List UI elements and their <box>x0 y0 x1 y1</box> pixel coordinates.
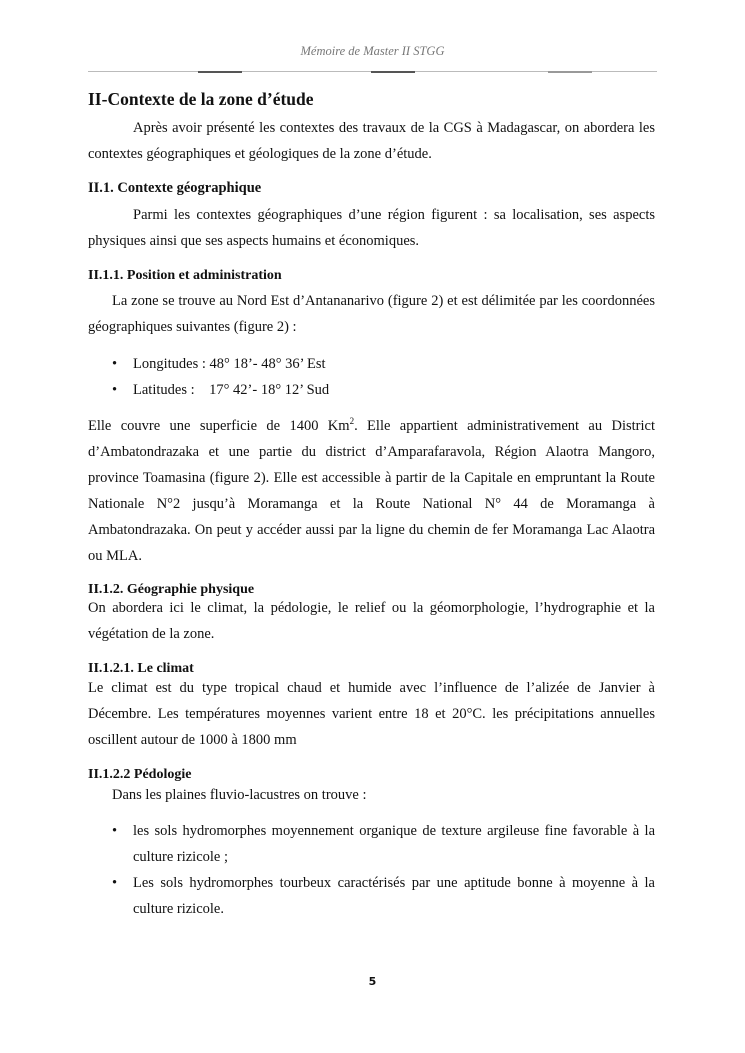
paragraph-line: oscillent autour de 1000 à 1800 mm <box>88 732 297 748</box>
paragraph-line: Parmi les contextes géographiques d’une région figurent : sa localisation, ses aspects <box>133 207 655 223</box>
paragraph-line: Après avoir présenté les contextes des travaux de la CGS à Madagascar, on abordera les <box>133 120 655 136</box>
bullet-icon: • <box>112 382 118 398</box>
paragraph-line: On abordera ici le climat, la pédologie, le relief ou la géomorphologie, l’hydrographie et la <box>88 600 655 616</box>
list-item-line: culture rizicole ; <box>133 849 229 865</box>
text: Elle couvre une superficie de 1400 Km <box>88 418 350 434</box>
paragraph-line <box>88 417 655 435</box>
paragraph-line: ou MLA. <box>88 548 142 564</box>
subsection-heading: II.1.1. Position et administration <box>88 268 282 283</box>
header-rule <box>88 71 657 72</box>
list-item: Latitudes : 17° 42’- 18° 12’ Sud <box>133 382 330 398</box>
paragraph-line: Le climat est du type tropical chaud et humide avec l’influence de l’alizée de Janvier à <box>88 680 655 696</box>
paragraph-line: géographiques suivantes (figure 2) : <box>88 319 297 335</box>
paragraph-line: Ambatondrazaka. On peut y accéder aussi par la ligne du chemin de fer Moramanga Lac Alaotra <box>88 522 655 538</box>
bullet-icon: • <box>112 875 118 891</box>
page-number: 5 <box>368 975 377 988</box>
superscript: 2 <box>349 416 355 427</box>
paragraph-line: Nationale N°2 jusqu’à Moramanga et la Route National N° 44 de Moramanga à <box>88 496 655 512</box>
paragraph-line: physiques ainsi que ses aspects humains et économiques. <box>88 233 420 249</box>
list-item-line: Les sols hydromorphes tourbeux caractérisés par une aptitude bonne à moyenne à la <box>133 875 655 891</box>
bullet-icon: • <box>112 356 118 372</box>
paragraph-line: province Toamasina (figure 2). Elle est accessible à partir de la Capitale en empruntant la Route <box>88 470 655 486</box>
paragraph-line: d’Ambatondrazaka et une partie du district d’Amparafaravola, Région Alaotra Mangoro, <box>88 444 655 460</box>
paragraph-line: Dans les plaines fluvio-lacustres on trouve : <box>112 787 367 803</box>
subsection-heading: II.1.2.2 Pédologie <box>88 767 192 782</box>
paragraph-line: végétation de la zone. <box>88 626 215 642</box>
bullet-icon: • <box>112 823 118 839</box>
paragraph-line: Décembre. Les températures moyennes varient entre 18 et 20°C. les précipitations annuelles <box>88 706 655 722</box>
paragraph-line: contextes géographiques et géologiques de la zone d’étude. <box>88 146 432 162</box>
subsection-heading: II.1.2. Géographie physique <box>88 582 255 597</box>
subsection-heading: II.1.2.1. Le climat <box>88 661 194 676</box>
list-item-line: culture rizicole. <box>133 901 224 917</box>
section-title: II-Contexte de la zone d’étude <box>88 89 314 109</box>
list-item: Longitudes : 48° 18’- 48° 36’ Est <box>133 356 326 372</box>
list-item-line: les sols hydromorphes moyennement organique de texture argileuse fine favorable à la <box>133 823 655 839</box>
subsection-heading: II.1. Contexte géographique <box>88 180 262 196</box>
running-header: Mémoire de Master II STGG <box>300 44 445 58</box>
text: . Elle appartient administrativement au District <box>354 418 655 434</box>
paragraph-line: La zone se trouve au Nord Est d’Antananarivo (figure 2) et est délimitée par les coordonnées <box>112 293 655 309</box>
